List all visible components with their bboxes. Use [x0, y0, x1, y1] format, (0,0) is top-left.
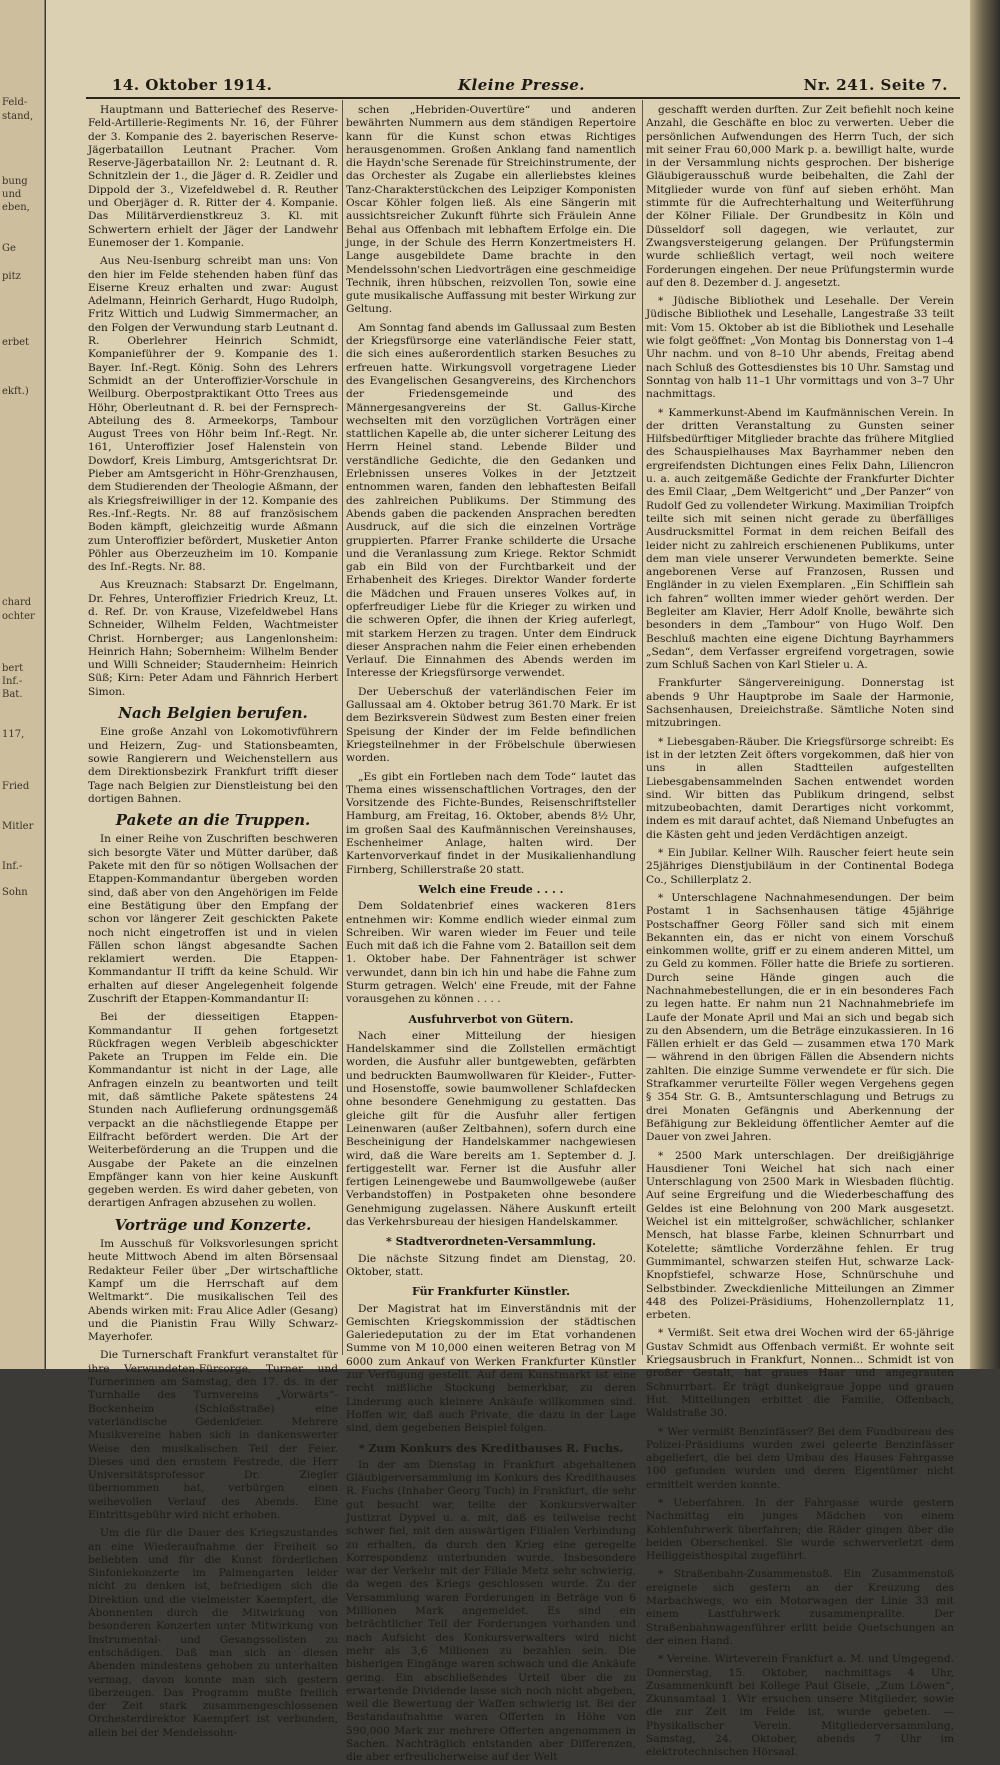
article-paragraph: * Straßenbahn-Zusammenstoß. Ein Zusammenstoß ereignete sich gestern an der Kreuzung des Marbachwegs, wo ein Motorwagen der Linie 33 mit einem Lastfuhrwerk zusammenprallte. Der Straßenbahnwagenführer erlitt beide Quetschungen an der einen Hand.	[646, 1568, 954, 1647]
article-paragraph: * Ein Jubilar. Kellner Wilh. Rauscher feiert heute sein 25jähriges Dienstjubiläum in der Continental Bodega Co., Schillerplatz 2.	[646, 847, 954, 886]
adjacent-page-fragment: pitz	[2, 271, 21, 282]
header-rule	[86, 97, 960, 99]
article-paragraph: Der Magistrat hat im Einverständnis mit der Gemischten Kriegskommission der städtischen Galeriedeputation zu der im Etat vorhandenen Summe von M 10,000 einen weiteren Betrag von M 6000 zum Ankauf von Werken Frankfurter Künstler zur Verfügung gestellt. Auf dem Kunstmarkt ist eine recht mißliche Stockung bemerkbar, zu deren Linderung auch kleinere Ankäufe willkommen sind. Hoffen wir, daß auch Private, die dazu in der Lage sind, dem gegebenen Beispiel folgen.	[346, 1302, 636, 1435]
column-3	[646, 104, 954, 1759]
adjacent-page-fragment: chard	[2, 597, 32, 608]
issue-number: Nr. 241. Seite 7.	[803, 76, 948, 94]
subsection-heading: Ausfuhrverbot von Gütern.	[408, 1012, 574, 1026]
adjacent-page-fragment: ekft.)	[2, 386, 29, 397]
adjacent-page-fragment: stand,	[2, 111, 34, 122]
column-divider	[342, 100, 343, 1355]
article-paragraph: In einer Reihe von Zuschriften beschweren sich besorgte Väter und Mütter darüber, daß Pakete mit den für so nötigen Wollsachen der Etappen-Kommandantur übergeben worden sind, daß aber von den Angehörigen im Felde eine Bestätigung über den Empfang der schon vor längerer Zeit geschickten Pakete noch nicht eingetroffen ist und in vielen Fällen schon längst abgesandte Sachen reklamiert werden. Die Etappen-Kommandantur II trifft da keine Schuld. Wir erhalten auf dieser Angelegenheit folgende Zuschrift der Etappen-Kommandantur II:	[88, 833, 338, 1005]
section-heading: Pakete an die Truppen.	[115, 811, 311, 830]
article-paragraph: „Es gibt ein Fortleben nach dem Tode“ lautet das Thema eines wissenschaftlichen Vortrages, den der Vorsitzende des Fichte-Bundes, Reisenschriftsteller Hamburg, am Freitag, 16. Oktober, abends 8½ Uhr, im großen Saal des Kaufmännischen Vereinshauses, Eschenheimer Anlage, halten wird. Der Kartenvorverkauf findet in der Musikalienhandlung Firnberg, Schillerstraße 20 statt.	[346, 770, 636, 876]
article-paragraph: Aus Kreuznach: Stabsarzt Dr. Engelmann, Dr. Fehres, Unteroffizier Friedrich Kreuz, Lt. d. Ref. Dr. von Krause, Vizefeldwebel Hans Schneider, Wilhelm Felden, Wachtmeister Christ. Hornberger; aus Langenlonsheim: Heinrich Hahn; Sobernheim: Wilhelm Bender und Willi Schneider; Staudernheim: Heinrich Süß; Kirn: Peter Adam und Fähnrich Herbert Simon.	[88, 579, 338, 698]
adjacent-page-fragment: Mitler	[2, 821, 34, 832]
article-paragraph: In der am Dienstag in Frankfurt abgehaltenen Gläubigerversammlung im Konkurs des Kredithauses R. Fuchs (Inhaber Georg Tuch) in Frankfurt, die sehr gut besucht war, teilte der Konkursverwalter Justizrat Dypvel u. a. mit, daß es teilweise recht schwer fiel, mit den auswärtigen Filialen Verbindung zu erhalten, da durch den Krieg eine geregelte Korrespondenz unterbunden wurde. Insbesondere war der Verkehr mit der Filiale Metz sehr schwierig, da wegen des Kriegs geschlossen wurde. Zu der Versammlung waren Forderungen in Beträge von 6 Millionen Mark angemeldet. Es sind ein beträchtlicher Teil der Forderungen vorhanden und nach Aufsicht des Konkursverwalters wird nicht mehr als 3,6 Millionen zu bezahlen sein. Die bisherigen Eingänge waren schwach und die Ankäufe gering. Ein abschließendes Urteil über die zu erwartende Dividende lasse sich noch nicht abgeben, weil die Bewertung der Waffen schwierig ist. Bei der Bestandaufnahme waren Offerten in Höhe von 590,000 Mark zur mehrere Offerten angenommen in Sachen. Nachträglich entstanden aber Differenzen, die aber erfreulicherweise auf der Welt	[346, 1458, 636, 1764]
column-1	[88, 104, 338, 1739]
article-paragraph: Hauptmann und Batteriechef des Reserve-Feld-Artillerie-Regiments Nr. 16, der Führer der 3. Kompanie des 2. bayerischen Reserve-Jägerbataillon Leutnant Pracher. Vom Reserve-Jägerbataillon Nr. 2: Leutnant d. R. Schnitzlein der 1., die Jäger d. R. Zeidler und Dippold der 3., Vizefeldwebel d. R. Reuther und Oberjäger d. R. Ritter der 4. Kompanie. Das Militärverdienstkreuz 3. Kl. mit Schwertern erhielt der Jäger der Landwehr Eunemoser der 1. Kompanie.	[88, 104, 338, 249]
subsection-heading: * Zum Konkurs des Kreditbauses R. Fuchs.	[358, 1441, 624, 1455]
adjacent-page-fragment: eben,	[2, 202, 30, 213]
adjacent-page-fragment: Ge	[2, 243, 16, 254]
adjacent-page-fragment: erbet	[2, 337, 30, 348]
section-heading: Nach Belgien berufen.	[118, 704, 308, 723]
article-paragraph: * 2500 Mark unterschlagen. Der dreißigjährige Hausdiener Toni Weichel hat sich nach einer Unterschlagung von 2500 Mark in Wiesbaden flüchtig. Auf seine Ergreifung und die Wiederbeschaffung des Geldes ist eine Belohnung von 200 Mark ausgesetzt. Weichel ist ein mittelgroßer, schwächlicher, schlanker Mensch, hat blasse Farbe, kleinen Schnurrbart und Kotelette; sämtliche Vorderzähne fehlen. Er trug Gummimantel, schwarzen steifen Hut, schwarze Lack-Knopfstiefel, schwarze Hose, Schnürschuhe und Selbstbinder. Zweckdienliche Mitteilungen an Zimmer 448 des Polizei-Präsidiums, Hohenzollernplatz 11, erbeten.	[646, 1149, 954, 1322]
article-paragraph: Nach einer Mitteilung der hiesigen Handelskammer sind die Zollstellen ermächtigt worden, die Ausfuhr aller buntgewebten, gefärbten und bedruckten Baumwollwaren für Kleider-, Futter- und Hosenstoffe, sowie baumwollener Schlafdecken ohne besondere Genehmigung zu gestatten. Das gleiche gilt für die Ausfuhr aller fertigen Leinenwaren (außer Zeltbahnen), sofern durch eine Bescheinigung der Handelskammer nachgewiesen wird, daß die Ware bereits am 1. September d. J. fertiggestellt war. Ferner ist die Ausfuhr aller fertigen Leinengewebe und Baumwollgewebe (außer Verbandstoffen) in Postpaketen ohne besondere Genehmigung zugelassen. Nähere Auskunft erteilt das Verkehrsbureau der hiesigen Handelskammer.	[346, 1029, 636, 1229]
article-paragraph: * Kammerkunst-Abend im Kaufmännischen Verein. In der dritten Veranstaltung zu Gunsten seiner Hilfsbedürftiger Mitglieder brachte das frühere Mitglied des Schauspielhauses Max Bayrhammer neben den ergreifendsten Dichtungen eines Felix Dahn, Liliencron u. a. auch zeitgemäße Gedichte der Frankfurter Dichter des Emil Claar, „Dem Weltgericht“ und „Der Panzer“ von Rudolf Ged zu vollendeter Wirkung. Maximilian Troipfch teilte sich mit seinen nicht gerade zu überfälliges Ausdrucksmittel Format in dem reichen Beifall des leider nicht zu zahlreich erschienenen Publikums, unter dem man viele unserer Verwundeten bemerkte. Seine angeborenen Verse auf Franzosen, Russen und Engländer in zu vielen Exemplaren. „Ein Schifflein sah ich fahren“ wollten immer wieder gehört werden. Der Begleiter am Klavier, Herr Adolf Knolle, bewährte sich besonders in dem „Tambour“ von Hugo Wolf. Den Beschluß machten eine eigene Dichtung Bayrhammers „Sedan“, dem Verfasser ergreifend vorgetragen, sowie zum Schluß Sachen von Karl Stieler u. A.	[646, 406, 954, 672]
adjacent-page-fragment: bung	[2, 176, 28, 187]
binding-edge	[970, 0, 1000, 1369]
article-paragraph: schen „Hebriden-Ouvertüre“ und anderen bewährten Nummern aus dem ständigen Repertoire kann für die Kunst schon etwas Richtiges herausgenommen. Großen Anklang fand namentlich die Haydn'sche Serenade für Streichinstrumente, der das Orchester als Zugabe ein allerliebstes kleines Tanz-Charakterstückchen des Leipziger Komponisten Oscar Köhler folgen ließ. Als eine Sängerin mit aussichtsreicher Zukunft führte sich Fräulein Anne Behal aus Offenbach mit lebhaftem Erfolge ein. Die junge, in der Schule des Herrn Konzertmeisters H. Lange ausgebildete Dame brachte in den Mendelssohn'schen Liedvorträgen eine geschmeidige Technik, ihren hübschen, reizvollen Ton, sowie eine gute musikalische Auffassung mit bester Wirkung zur Geltung.	[346, 104, 636, 316]
column-divider	[642, 100, 643, 1355]
article-paragraph: Um die für die Dauer des Kriegszustandes an eine Wiederaufnahme der Freiheit so beliebten und für die Kunst förderlichen Sinfoniekonzerte im Palmengarten leider nicht zu denken ist, befriedigen sich die Direktion und die vielmeister Kaempfert, die Abonnenten durch die Mitwirkung von besonderen Konzerten unter Mitwirkung von Instrumental- und Gesangssolisten zu entschädigen. Daß man sich an diesen Abenden mindestens gehoben zu unterhalten vermag, davon konnte man sich gestern überzeugen. Das Programm mußte freilich der Zeit stark zusammengeschlossenen Orchesterdirektor Kaempfert ist verbunden, allein bei der Mendelssohn-	[88, 1527, 338, 1739]
article-paragraph: Aus Neu-Isenburg schreibt man uns: Von den hier im Felde stehenden haben fünf das Eiserne Kreuz erhalten und zwar: August Adelmann, Heinrich Gerhardt, Hugo Rudolph, Fritz Wittich und Ludwig Simmermacher, an den Folgen der Verwundung starb Leutnant d. R. Oberlehrer Heinrich Schmidt, Kompanieführer der 9. Kompanie des 1. Bayer. Inf.-Regt. König. Sohn des Lehrers Schmidt an der Unteroffizier-Vorschule in Weilburg. Oberpostpraktikant Otto Trees aus Höhr, Oberleutnant d. R. bei der Fernsprech-Abteilung des 8. Armeekorps, Tambour August Trees von Höhr beim Inf.-Regt. Nr. 161, Unteroffizier Josef Halenstein von Dowdorf, Kreis Limburg, Amtsgerichtsrat Dr. Pieber am Amtsgericht in Höhr-Grenzhausen, dem Studierenden der Theologie Aßmann, der als Kriegsfreiwilliger in der 12. Kompanie des Res.-Inf.-Regts. Nr. 88 auf französischem Boden kämpft, gleichzeitig wurde Aßmann zum Unteroffizier befördert, Musketier Anton Pöhler aus Oberzeuzheim im 10. Kompanie des Inf.-Regts. Nr. 88.	[88, 255, 338, 574]
article-paragraph: * Jüdische Bibliothek und Lesehalle. Der Verein Jüdische Bibliothek und Lesehalle, Langestraße 33 teilt mit: Vom 15. Oktober ab ist die Bibliothek und Lesehalle wie folgt geöffnet: „Von Montag bis Donnerstag von 1–4 Uhr nachm. und von 8–10 Uhr abends, Freitag abend nach Schluß des Gottesdienstes bis 10 Uhr. Samstag und Sonntag von halb 11–1 Uhr vormittags und von 3–7 Uhr nachmittags.	[646, 295, 954, 401]
article-paragraph: * Ueberfahren. In der Fahrgasse wurde gestern Nachmittag ein junges Mädchen von einem Kohlenfuhrwerk überfahren; die Räder gingen über die beiden Oberschenkel. Sie wurde schwerverletzt dem Heiliggeisthospital zugeführt.	[646, 1496, 954, 1563]
adjacent-page-fragment: Fried	[2, 781, 30, 792]
article-paragraph: Bei der diesseitigen Etappen-Kommandantur II gehen fortgesetzt Rückfragen wegen Verbleib abgeschickter Pakete an Truppen im Felde ein. Die Kommandantur ist nicht in der Lage, alle Anfragen einzeln zu beantworten und teilt mit, daß sämtliche Pakete spätestens 24 Stunden nach Auflieferung ordnungsgemäß verpackt an die nächstliegende Etappe per Eilfracht befördert werden. Die Art der Weiterbeförderung an die Truppen und die Ausgabe der Pakete an die einzelnen Empfänger kann von hier keine Auskunft gegeben werden. Es wird daher gebeten, von derartigen Anfragen abzusehen zu wollen.	[88, 1011, 338, 1210]
article-paragraph: Die nächste Sitzung findet am Dienstag, 20. Oktober, statt.	[346, 1252, 636, 1278]
adjacent-page-fragment: ochter	[2, 611, 35, 622]
subsection-heading: Für Frankfurter Künstler.	[411, 1285, 570, 1299]
article-paragraph: Am Sonntag fand abends im Gallussaal zum Besten der Kriegsfürsorge eine vaterländische Feier statt, die sich eines außerordentlich starken Besuches zu erfreuen hatte. Wirkungsvoll vorgetragene Lieder des Evangelischen Gesangvereins, des Kirchenchors der Friedensgemeinde und des Männergesangvereins der St. Gallus-Kirche wechselten mit den vorzüglichen Vorträgen einer stattlichen Kapelle ab, die unter sicherer Leitung des Herrn Heinel stand. Lebende Bilder und verständliche Gedichte, die den Gedanken und Erlebnissen unseres Volkes in der Jetztzeit entnommen waren, fanden den lebhaftesten Beifall des zahlreichen Publikums. Der Stimmung des Abends gaben die packenden Ansprachen beredten Ausdruck, auf die sich die einzelnen Vorträge gruppierten. Pfarrer Franke schilderte die Ursache und die Veranlassung zum Kriege. Rektor Schmidt gab ein Bild von der Furchtbarkeit und der Erhabenheit des Krieges. Direktor Wander forderte die Mädchen und Frauen unseres Volkes auf, in opferfreudiger Liebe für die Krieger zu wirken und die schweren Opfer, die ihnen der Krieg auferlegt, mit starkem Herzen zu tragen. Unter dem Eindruck dieser Ansprachen nahm die Feier einen erhebenden Verlauf. Die Einnahmen des Abends werden im Interesse der Kriegsfürsorge verwendet.	[346, 321, 636, 680]
article-paragraph: * Liebesgaben-Räuber. Die Kriegsfürsorge schreibt: Es ist in der letzten Zeit öfters vorgekommen, daß hier von uns in allen Stadtteilen aufgestellten Liebesgabensammelnden Sachen entwendet worden sind. Wir bitten das Publikum dringend, selbst mitzubeobachten, damit Derartiges nicht vorkommt, indem es mit darauf achtet, daß Niemand Unbefugtes an die Kästen geht und jeden Verdächtigen anzeigt.	[646, 735, 954, 841]
adjacent-page-fragment: und	[2, 189, 22, 200]
newspaper-title: Kleine Presse.	[458, 76, 586, 94]
article-paragraph: Im Ausschuß für Volksvorlesungen spricht heute Mittwoch Abend im alten Börsensaal Redakteur Feiler über „Der wirtschaftliche Kampf um die Herrschaft auf dem Weltmarkt“. Die musikalischen Teil des Abends wirken mit: Frau Alice Adler (Gesang) und die Pianistin Frau Willy Schwarz-Mayerhofer.	[88, 1238, 338, 1344]
article-paragraph: * Unterschlagene Nachnahmesendungen. Der beim Postamt 1 in Sachsenhausen tätige 45jährige Postschaffner Georg Föller sand sich mit einem Bekannten ein, das er nicht von einem Vorschuß einkommen wollte, griff er zu einem anderen Mittel, um zu Geld zu kommen. Föller hatte die Briefe zu sortieren. Durch seine Hände gingen auch die Nachnahmebestellungen, die er in ein besonderes Fach zu legen hatte. Er nahm nun 21 Nachnahmebriefe im Laufe der Monate April und Mai an sich und begab sich zu den Absendern, um die Beträge einzukassieren. In 16 Fällen erhielt er das Geld — zusammen etwa 170 Mark — während in den übrigen Fällen die Absendern nichts zahlten. Die einzige Summe verwendete er für sich. Die Strafkammer verurteilte Föller wegen Vergehens gegen § 354 Str. G. B., Amtsunterschlagung und Betrugs zu drei Monaten Gefängnis und Aberkennung der Befähigung zur Bekleidung öffentlicher Aemter auf die Dauer von zwei Jahren.	[646, 891, 954, 1144]
adjacent-page-edge	[0, 0, 45, 1369]
subsection-heading: * Stadtverordneten-Versammlung.	[386, 1235, 596, 1249]
newspaper-page	[46, 0, 970, 1764]
article-paragraph: * Wer vermißt Benzinfässer? Bei dem Fundbureau des Polizei-Präsidiums wurden zwei geleerte Benzinfässer abgeliefert, die bei dem Umbau des Hauses Fahrgasse 100 gefunden wurden und deren Eigentümer nicht ermittelt werden konnte.	[646, 1425, 954, 1491]
subsection-heading: Welch eine Freude . . . .	[418, 882, 564, 896]
article-paragraph: * Vereine. Wirteverein Frankfurt a. M. und Umgegend. Donnerstag, 15. Oktober, nachmittags 4 Uhr, Zusammenkunft bei Kollege Paul Gisele, „Zum Löwen“, Zkunsamtaal 1. Wir ersuchen unsere Mitglieder, sowie die zur Zeit im Felde ist, wurde gebeten. — Physikalischer Verein. Mitgliederversammlung, Samstag, 24. Oktober, abends 7 Uhr im elektrotechnischen Hörsaal.	[646, 1653, 954, 1759]
article-paragraph: Dem Soldatenbrief eines wackeren 81ers entnehmen wir: Komme endlich wieder einmal zum Schreiben. Wir waren wieder im Feuer und teile Euch mit daß ich die Fahne vom 2. Bataillon seit dem 1. Oktober habe. Der Fahnenträger ist schwer verwundet, dann bin ich hin und habe die Fahne zum Sturm getragen. Welch' eine Freude, mit der Fahne vorausgehen zu können . . . .	[346, 900, 636, 1006]
article-paragraph: * Vermißt. Seit etwa drei Wochen wird der 65-jährige Gustav Schmidt aus Offenbach vermißt. Er wohnte seit Kriegsausbruch in Frankfurt, Nonnen... Schmidt ist von großer Gestalt, hat graues Haar und angegrauten Schnurrbart. Er trägt dunkelgraue Joppe und grauen Hut. Mitteilungen erbittet die Familie, Offenbach, Waldstraße 30.	[646, 1327, 954, 1420]
adjacent-page-fragment: Bat.	[2, 689, 23, 700]
adjacent-page-fragment: Sohn	[2, 887, 28, 898]
adjacent-page-fragment: Inf.-	[2, 676, 23, 687]
adjacent-page-fragment: bert	[2, 663, 24, 674]
article-paragraph: Frankfurter Sängervereinigung. Donnerstag ist abends 9 Uhr Hauptprobe im Saale der Harmonie, Sachsenhausen, Dreieichstraße. Sämtliche Noten sind mitzubringen.	[646, 677, 954, 730]
article-paragraph: geschafft werden durften. Zur Zeit befiehlt noch keine Anzahl, die Geschäfte en bloc zu verwerten. Ueber die persönlichen Aufwendungen des Herrn Tuch, der sich mit seiner Frau 60,000 Mark p. a. bewilligt halte, wurde in der Versammlung nichts gesprochen. Der bisherige Gläubigerausschuß wurde beibehalten, die Zahl der Mitglieder wurde von fünf auf sieben erhöht. Man stimmte für die Aufrechterhaltung und Weiterführung der Kölner Filiale. Der Grundbesitz in Köln und Düsseldorf soll dagegen, wie verlautet, zur Zwangsversteigerung gelangen. Der Prüfungstermin wurde schließlich vertagt, weil noch weitere Forderungen eingehen. Der neue Prüfungstermin wurde auf den 8. Dezember d. J. angesetzt.	[646, 104, 954, 289]
masthead	[46, 0, 970, 100]
column-2	[346, 104, 636, 1764]
adjacent-page-fragment: 117,	[2, 729, 25, 740]
section-heading: Vorträge und Konzerte.	[114, 1215, 312, 1234]
article-paragraph: Eine große Anzahl von Lokomotivführern und Heizern, Zug- und Stationsbeamten, sowie Rangierern und Weichenstellern aus dem Direktionsbezirk Frankfurt trifft dieser Tage nach Belgien zur Dienstleistung bei den dortigen Bahnen.	[88, 726, 338, 805]
adjacent-page-fragment: Feld-	[2, 97, 28, 108]
issue-date: 14. Oktober 1914.	[112, 76, 273, 94]
article-paragraph: Die Turnerschaft Frankfurt veranstaltet für ihre Verwundeten-Fürsorge, Turner und Turnerinnen am Samstag, den 17. ds. in der Turnhalle des Turnvereins „Vorwärts“-Bockenheim (Schloßstraße) eine vaterländische Gedenkfeier. Mehrere Musikvereine haben sich in dankenswerter Weise den musikalischen Teil der Feier. Dieses und den ernstem Festrede, die Herr Universitätsprofessor Dr. Ziegler übernommen hat, verbürgen einen weihevollen Verlauf des Abends. Eine Eintrittsgebühr wird nicht erhoben.	[88, 1349, 338, 1521]
adjacent-page-fragment: Inf.-	[2, 861, 23, 872]
article-paragraph: Der Ueberschuß der vaterländischen Feier im Gallussaal am 4. Oktober betrug 361.70 Mark. Er ist dem Bezirksverein Südwest zum Besten einer freien Speisung der Kinder der im Felde befindlichen Kriegsteilnehmer in der Fröbelschule überwiesen worden.	[346, 685, 636, 765]
